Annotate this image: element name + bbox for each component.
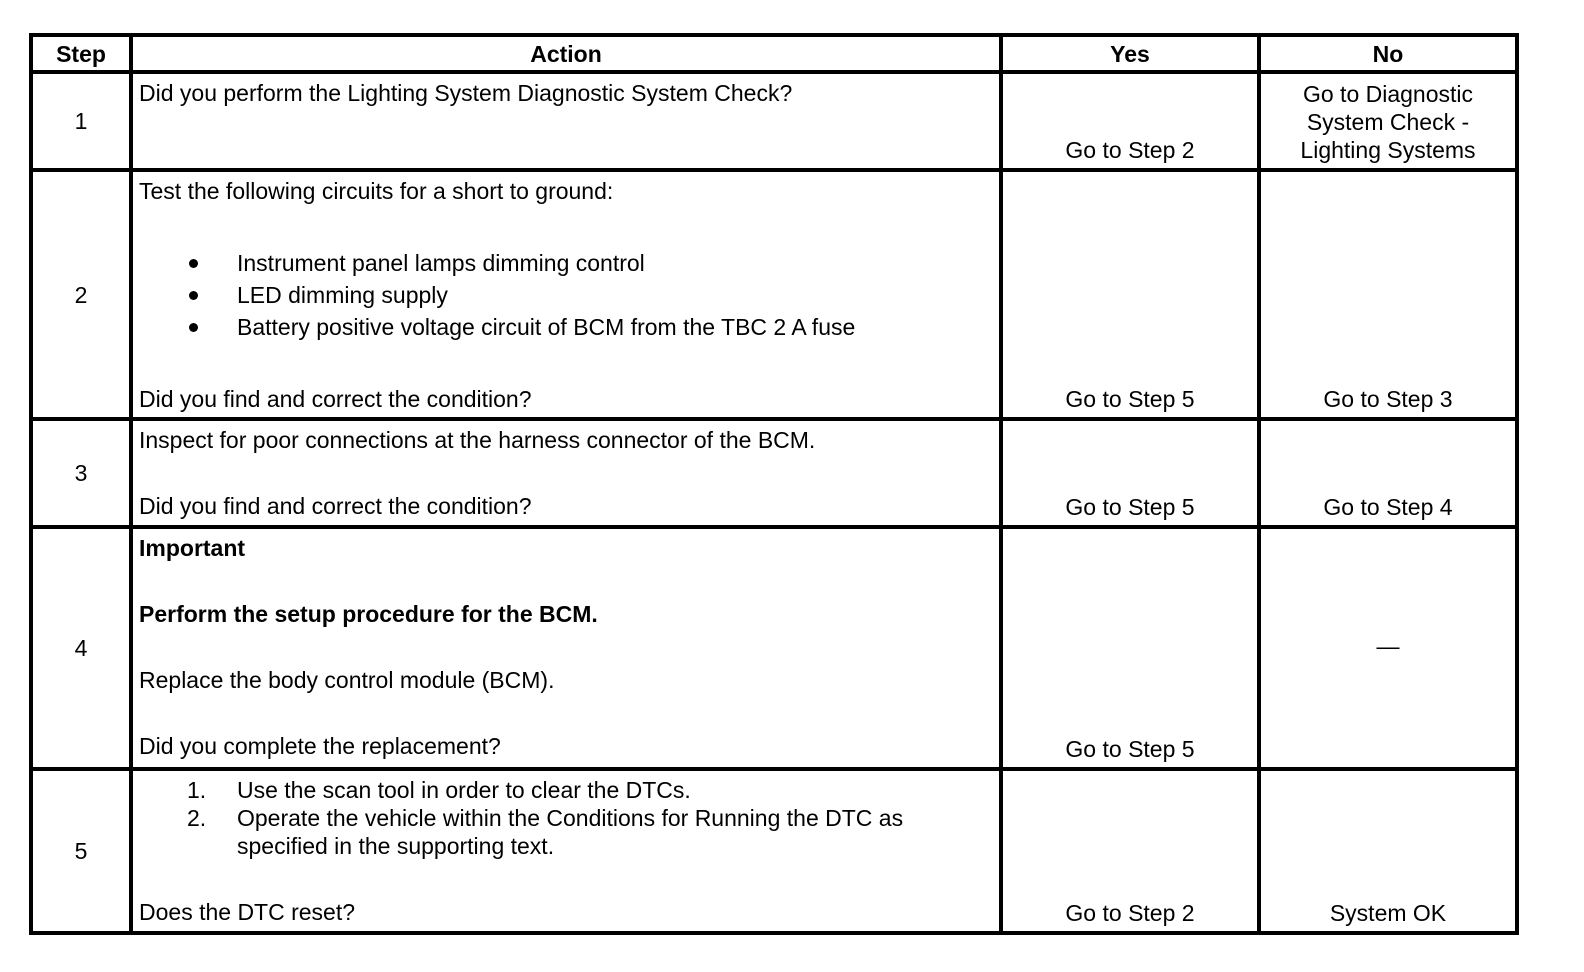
yes-cell: Go to Step 5 [1001, 419, 1259, 527]
no-cell: — [1259, 527, 1517, 769]
no-line: Lighting Systems [1300, 137, 1476, 163]
no-line: Go to Diagnostic [1302, 81, 1474, 107]
list-item: Battery positive voltage circuit of BCM from the TBC 2 A fuse [139, 311, 993, 343]
action-question: Does the DTC reset? [139, 899, 356, 925]
action-cell [131, 72, 1001, 170]
list-item: LED dimming supply [139, 279, 993, 311]
list-number: 2. [187, 805, 207, 831]
important-label: Important [139, 535, 246, 561]
no-cell [1259, 72, 1517, 170]
no-line: System Check - [1306, 109, 1470, 135]
action-intro: Test the following circuits for a short to ground: [139, 178, 614, 204]
action-question: Did you complete the replacement? [139, 733, 501, 759]
header-row [31, 35, 1517, 72]
step-number: 2 [31, 170, 131, 419]
yes-cell: Go to Step 5 [1001, 170, 1259, 419]
important-text: Perform the setup procedure for the BCM. [139, 601, 598, 627]
circuit-list [139, 247, 993, 343]
action-cell [131, 769, 1001, 933]
action-text: Replace the body control module (BCM). [139, 667, 555, 693]
no-cell: Go to Step 3 [1259, 170, 1517, 419]
bullet-icon [189, 259, 198, 268]
step-number: 4 [31, 527, 131, 769]
diagnostic-table [29, 33, 1519, 935]
header-no: No [1259, 35, 1517, 72]
action-cell [131, 419, 1001, 527]
list-number: 1. [187, 777, 207, 803]
action-question: Did you find and correct the condition? [139, 386, 532, 412]
yes-cell: Go to Step 2 [1001, 72, 1259, 170]
table-row-step-3 [31, 419, 1517, 527]
action-question: Did you find and correct the condition? [139, 493, 532, 519]
list-item: 1. Use the scan tool in order to clear the DTCs. [187, 777, 691, 803]
bullet-icon [189, 323, 198, 332]
action-text: Did you perform the Lighting System Diagnostic System Check? [139, 80, 793, 106]
header-yes: Yes [1001, 35, 1259, 72]
no-cell: Go to Step 4 [1259, 419, 1517, 527]
action-cell [131, 527, 1001, 769]
no-cell: System OK [1259, 769, 1517, 933]
table-row-step-4 [31, 527, 1517, 769]
yes-cell: Go to Step 2 [1001, 769, 1259, 933]
bullet-icon [189, 291, 198, 300]
table-row-step-2 [31, 170, 1517, 419]
step-number: 1 [31, 72, 131, 170]
step-number: 3 [31, 419, 131, 527]
action-cell [131, 170, 1001, 419]
yes-cell: Go to Step 5 [1001, 527, 1259, 769]
header-action: Action [131, 35, 1001, 72]
procedure-list [139, 776, 993, 860]
header-step: Step [31, 35, 131, 72]
list-item: Instrument panel lamps dimming control [139, 247, 993, 279]
step-number: 5 [31, 769, 131, 933]
table-row-step-5 [31, 769, 1517, 933]
table-row-step-1 [31, 72, 1517, 170]
action-text: Inspect for poor connections at the harness connector of the BCM. [139, 427, 816, 453]
list-item: 2. Operate the vehicle within the Conditions for Running the DTC as specified in the supporting text. [187, 805, 904, 859]
